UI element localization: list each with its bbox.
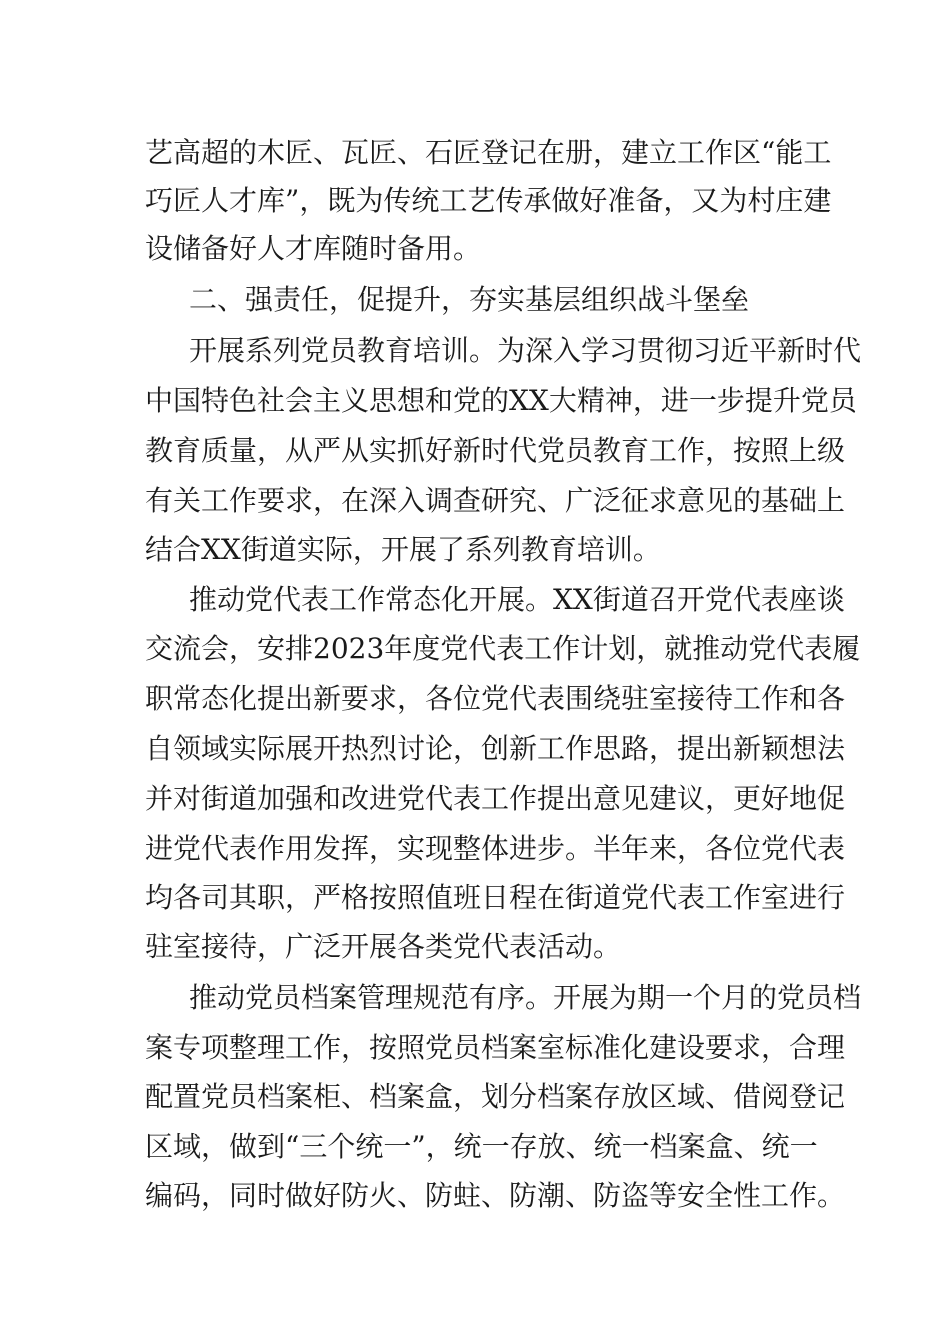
text-line: 教育质量，从严从实抓好新时代党员教育工作，按照上级 bbox=[145, 434, 846, 467]
text-line: 配置党员档案柜、档案盒，划分档案存放区域、借阅登记 bbox=[145, 1080, 846, 1113]
text-line: 开展系列党员教育培训。为深入学习贯彻习近平新时代 bbox=[189, 334, 862, 367]
text-line: 编码，同时做好防火、防蛀、防潮、防盗等安全性工作。 bbox=[145, 1179, 846, 1212]
section-heading: 二、强责任，促提升，夯实基层组织战斗堡垒 bbox=[189, 283, 750, 316]
text-line: 自领域实际展开热烈讨论，创新工作思路，提出新颖想法 bbox=[145, 732, 846, 765]
text-line: 案专项整理工作，按照党员档案室标准化建设要求，合理 bbox=[145, 1031, 846, 1064]
text-line: 艺高超的木匠、瓦匠、石匠登记在册，建立工作区“能工 bbox=[145, 136, 832, 169]
text-line: 设储备好人才库随时备用。 bbox=[145, 232, 482, 265]
text-line: 中国特色社会主义思想和党的XX大精神，进一步提升党员 bbox=[145, 384, 857, 417]
text-line: 巧匠人才库”，既为传统工艺传承做好准备，又为村庄建 bbox=[145, 184, 832, 217]
text-line: 结合XX街道实际，开展了系列教育培训。 bbox=[145, 533, 661, 566]
text-line: 并对街道加强和改进党代表工作提出意见建议，更好地促 bbox=[145, 782, 846, 815]
text-line: 进党代表作用发挥，实现整体进步。半年来，各位党代表 bbox=[145, 832, 846, 865]
text-line: 推动党代表工作常态化开展。XX街道召开党代表座谈 bbox=[189, 583, 845, 616]
text-line: 交流会，安排2023年度党代表工作计划，就推动党代表履 bbox=[145, 632, 861, 665]
text-line: 职常态化提出新要求，各位党代表围绕驻室接待工作和各 bbox=[145, 682, 846, 715]
text-line: 区域，做到“三个统一”，统一存放、统一档案盒、统一 bbox=[145, 1130, 818, 1163]
text-line: 均各司其职，严格按照值班日程在街道党代表工作室进行 bbox=[145, 881, 846, 914]
text-line: 有关工作要求，在深入调查研究、广泛征求意见的基础上 bbox=[145, 484, 846, 517]
text-line: 推动党员档案管理规范有序。开展为期一个月的党员档 bbox=[189, 981, 862, 1014]
text-line: 驻室接待，广泛开展各类党代表活动。 bbox=[145, 930, 622, 963]
